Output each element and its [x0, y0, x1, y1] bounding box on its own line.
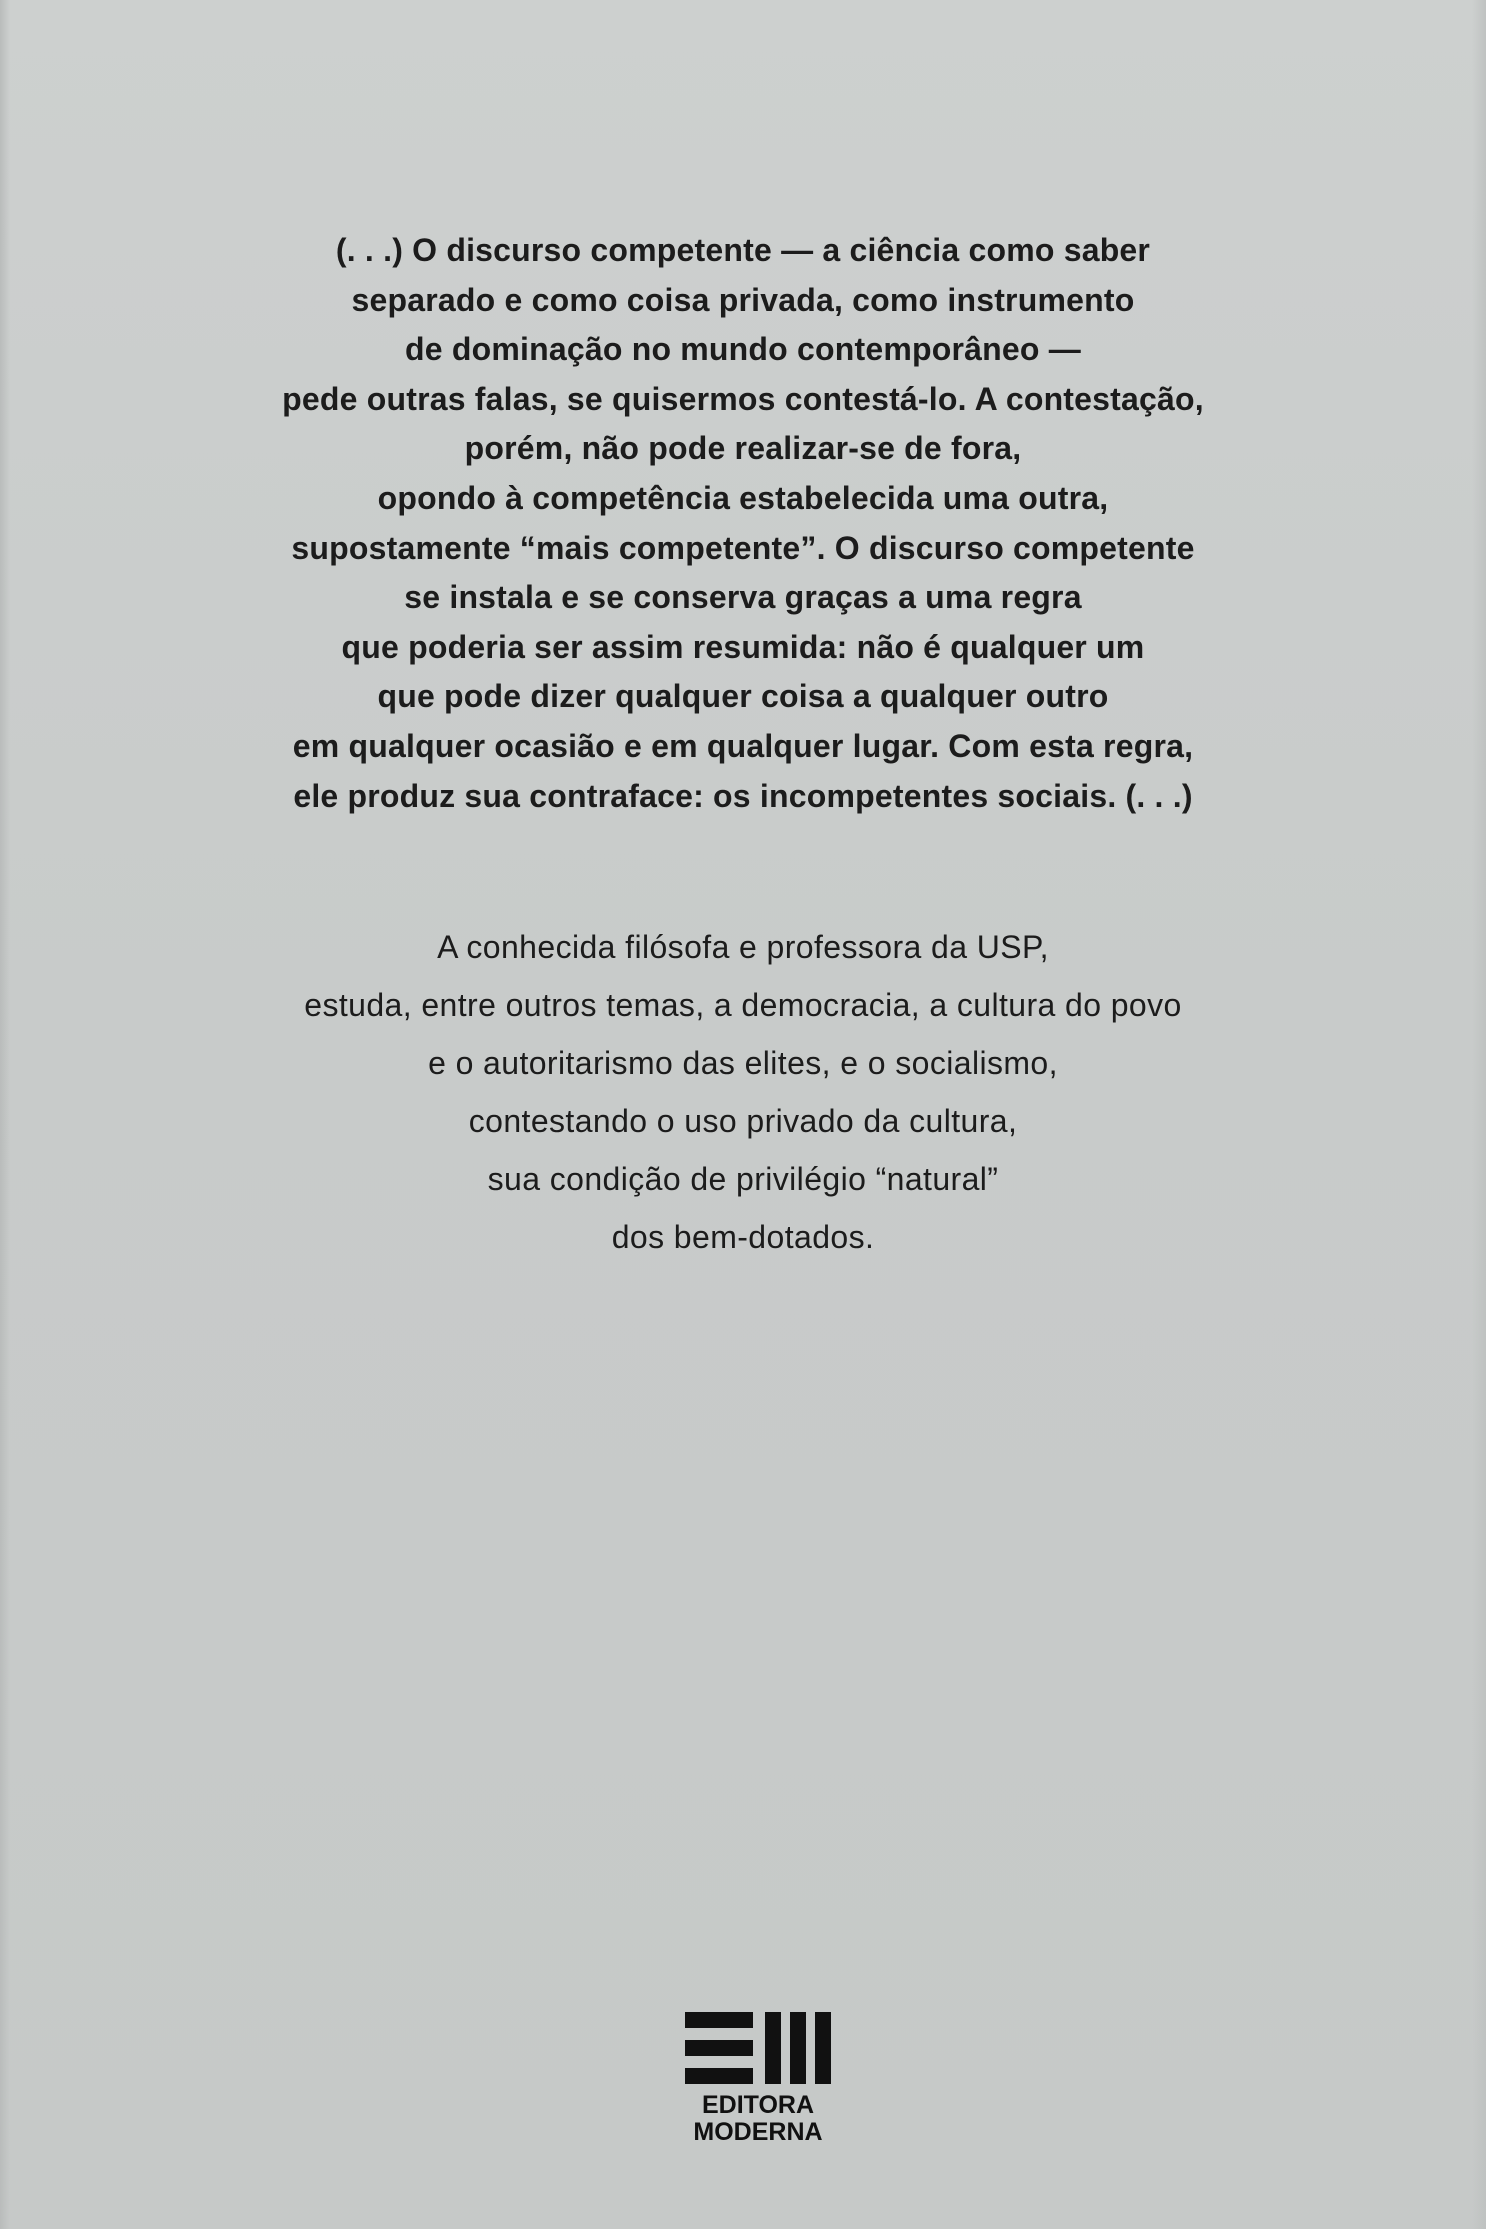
bio-line: sua condição de privilégio “natural” [487, 1161, 999, 1197]
bio-line: estuda, entre outros temas, a democracia, a cultura do povo [304, 987, 1182, 1023]
quote-line: supostamente “mais competente”. O discurso competente [291, 529, 1195, 566]
bio-line: dos bem-dotados. [611, 1219, 875, 1255]
quote-line: opondo à competência estabelecida uma outra, [377, 479, 1109, 516]
bio-line: contestando o uso privado da cultura, [468, 1103, 1018, 1139]
quote-line: de dominação no mundo contemporâneo — [405, 331, 1081, 368]
publisher-logo [683, 2012, 833, 2146]
bio-line: e o autoritarismo das elites, e o socialismo, [428, 1045, 1058, 1081]
quote-line: porém, não pode realizar-se de fora, [464, 430, 1022, 467]
quote-line: que poderia ser assim resumida: não é qualquer um [341, 628, 1145, 665]
bio-line: A conhecida filósofa e professora da USP, [437, 929, 1049, 965]
quote-line: separado e como coisa privada, como instrumento [351, 281, 1135, 318]
quote-line: ele produz sua contraface: os incompetentes sociais. (. . .) [293, 777, 1193, 814]
quote-line: que pode dizer qualquer coisa a qualquer outro [377, 678, 1109, 715]
publisher-name-line1: EDITORA [701, 2091, 815, 2119]
author-bio-block [0, 918, 1486, 1266]
editora-moderna-logo-icon [685, 2012, 831, 2084]
quote-line: em qualquer ocasião e em qualquer lugar. Com esta regra, [292, 727, 1194, 764]
quote-line: (. . .) O discurso competente — a ciência como saber [335, 232, 1151, 268]
quote-block [0, 226, 1486, 821]
quote-line: se instala e se conserva graças a uma regra [404, 579, 1082, 616]
publisher-name-line2: MODERNA [693, 2118, 823, 2146]
quote-line: pede outras falas, se quisermos contestá-lo. A contestação, [282, 380, 1204, 417]
